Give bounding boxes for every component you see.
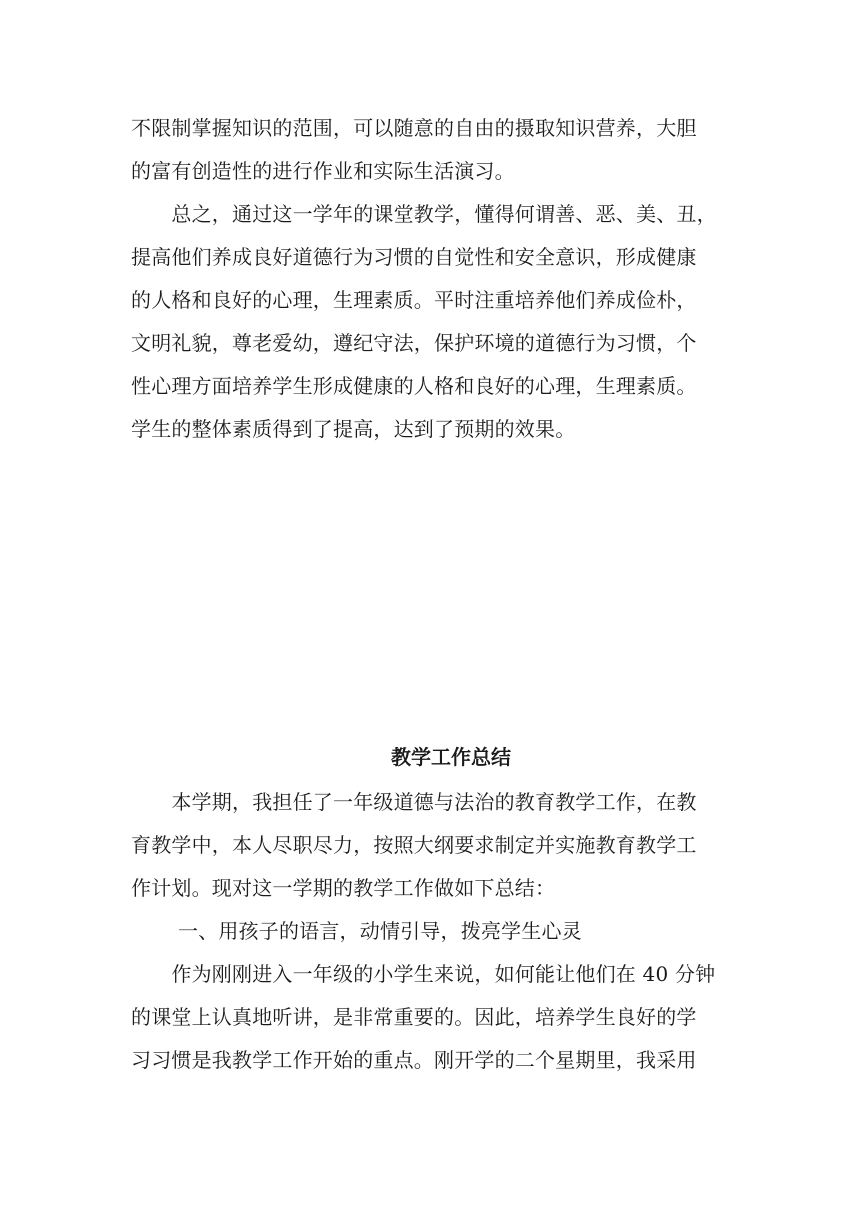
section-title: 教学工作总结 [391, 745, 511, 769]
subheading: 一、用孩子的语言，动情引导，拨亮学生心灵 [131, 919, 582, 943]
text-line: 的人格和良好的心理，生理素质。平时注重培养他们养成俭朴， [131, 288, 697, 312]
text-line: 的课堂上认真地听讲，是非常重要的。因此，培养学生良好的学 [131, 1005, 697, 1029]
text-line: 不限制掌握知识的范围，可以随意的自由的摄取知识营养，大胆 [131, 116, 697, 140]
text-line: 育教学中，本人尽职尽力，按照大纲要求制定并实施教育教学工 [131, 833, 697, 857]
text-line: 作计划。现对这一学期的教学工作做如下总结： [131, 876, 556, 900]
text-line: 提高他们养成良好道德行为习惯的自觉性和安全意识，形成健康 [131, 245, 697, 269]
text-line: 的富有创造性的进行作业和实际生活演习。 [131, 159, 515, 183]
text-line: 本学期，我担任了一年级道德与法治的教育教学工作，在教 [131, 790, 697, 814]
text-line: 作为刚刚进入一年级的小学生来说，如何能让他们在 40 分钟 [131, 962, 716, 986]
text-line: 性心理方面培养学生形成健康的人格和良好的心理，生理素质。 [131, 374, 697, 398]
text-line: 文明礼貌，尊老爱幼，遵纪守法，保护环境的道德行为习惯，个 [131, 331, 697, 355]
text-line: 习习惯是我教学工作开始的重点。刚开学的二个星期里，我采用 [131, 1048, 697, 1072]
text-line: 学生的整体素质得到了提高，达到了预期的效果。 [131, 417, 576, 441]
text-line: 总之，通过这一学年的课堂教学，懂得何谓善、恶、美、丑， [131, 202, 717, 226]
